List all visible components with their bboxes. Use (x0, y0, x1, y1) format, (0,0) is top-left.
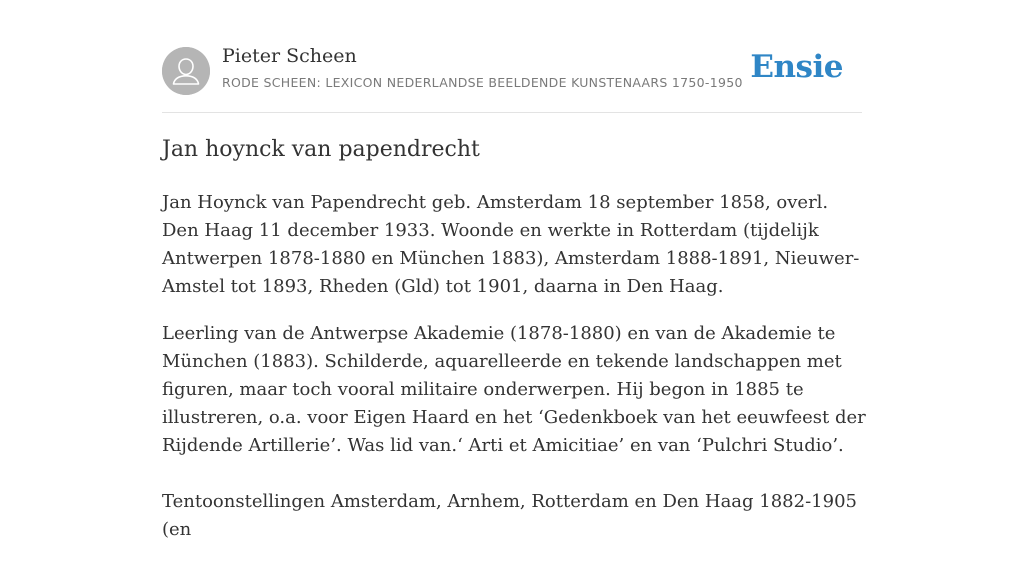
source-title[interactable]: RODE SCHEEN: LEXICON NEDERLANDSE BEELDENDE KUNSTENAARS 1750-1950 (222, 75, 743, 90)
paragraph-1: Jan Hoynck van Papendrecht geb. Amsterdam 18 september 1858, overl. Den Haag 11 december 1933. Woonde en werkte in Rotterdam (tijdelijk Antwerpen 1878-1880 en München 1883), Amsterdam 1888-1891, Nieuwer-Amstel tot 1893, Rheden (Gld) tot 1901, daarna in Den Haag. (162, 192, 860, 297)
user-icon (162, 47, 210, 95)
author-name[interactable]: Pieter Scheen (222, 45, 357, 67)
article-body (162, 189, 867, 563)
article-title: Jan hoynck van papendrecht (162, 137, 480, 162)
paragraph-3: Tentoonstellingen Amsterdam, Arnhem, Rotterdam en Den Haag 1882-1905 (en (162, 491, 857, 540)
article-container (162, 0, 866, 540)
article-header (162, 0, 862, 113)
ensie-logo[interactable]: Ensie (750, 49, 843, 85)
avatar[interactable] (162, 47, 210, 95)
paragraph-2: Leerling van de Antwerpse Akademie (1878-1880) en van de Akademie te München (1883). Schilderde, aquarelleerde en tekende landschappen met figuren, maar toch vooral militaire onderwerpen. Hij begon in 1885 te illustreren, o.a. voor Eigen Haard en het ‘Gedenkboek van het eeuwfeest der Rijdende Artillerie’. Was lid van.‘ Arti et Amicitiae’ en van ‘Pulchri Studio’. (162, 323, 866, 456)
